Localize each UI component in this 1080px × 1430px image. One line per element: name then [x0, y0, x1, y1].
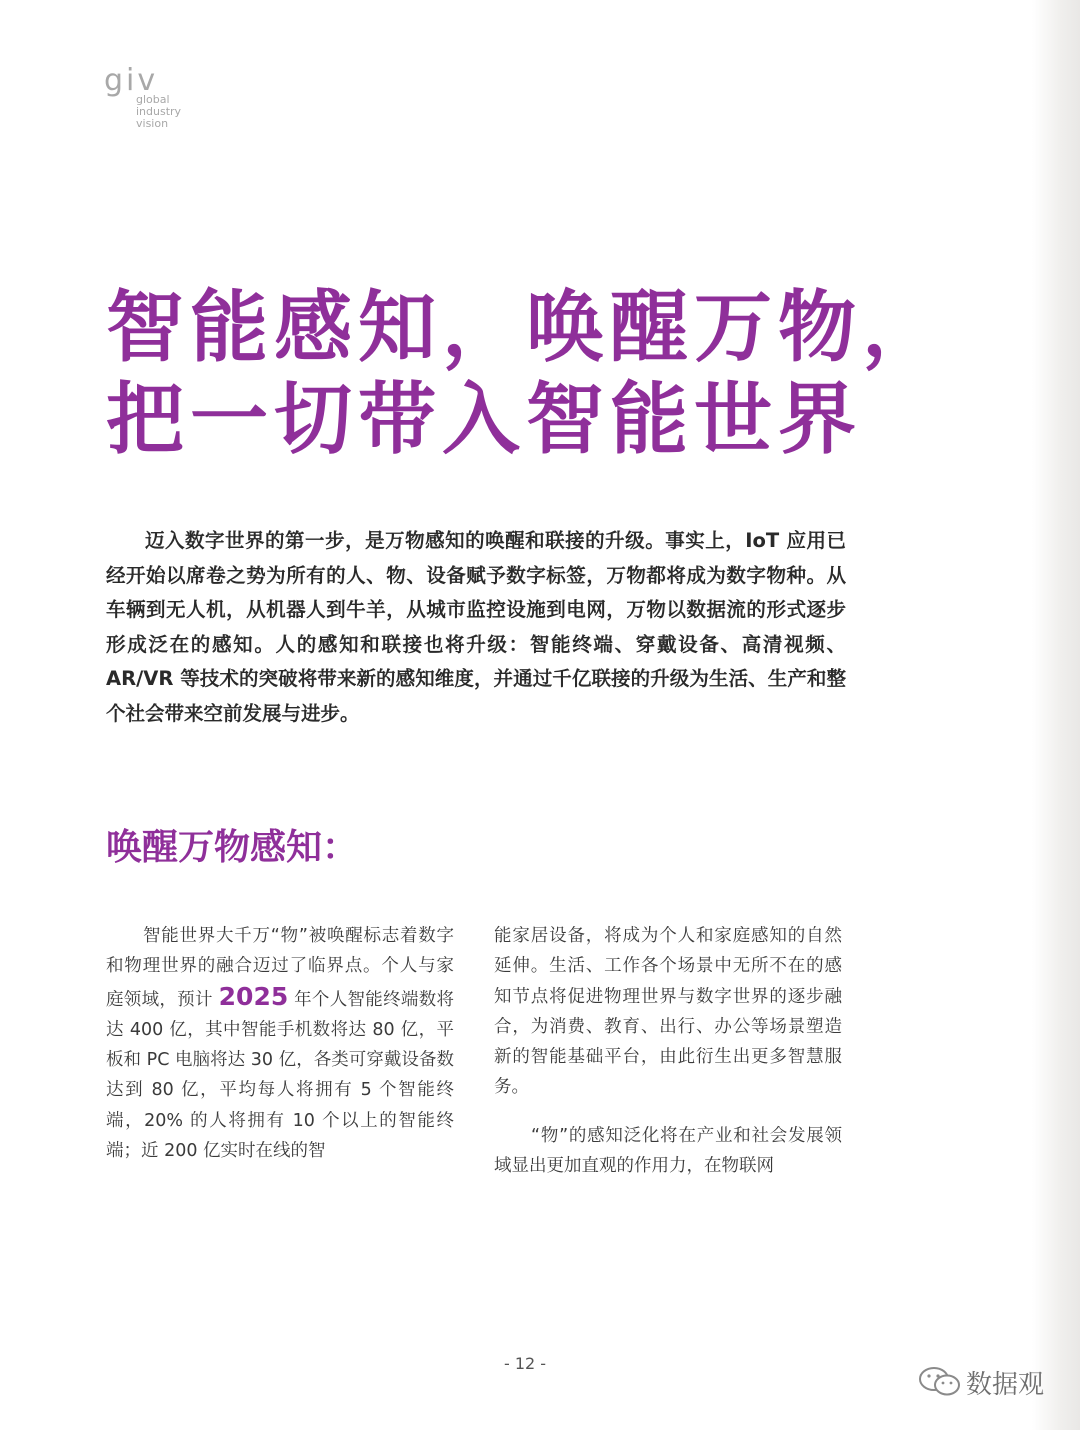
right-paragraph-2: “物”的感知泛化将在产业和社会发展领域显出更加直观的作用力，在物联网	[494, 1125, 842, 1177]
logo-line-2: industry	[136, 105, 182, 118]
left-text-after: 年个人智能终端数将达 400 亿，其中智能手机数将达 80 亿，平板和 PC 电脑将达 30 亿，各类可穿戴设备数达到 80 亿，平均每人将拥有 5 个智能终端，20% 的人将拥有 10 个以上的智能终端；近 200 亿实时在线的智	[106, 989, 454, 1162]
watermark	[918, 1362, 1044, 1402]
page-number: - 12 -	[503, 1354, 547, 1373]
logo-line-1: global	[136, 93, 170, 106]
highlight-year: 2025	[218, 981, 289, 1011]
page-headline	[106, 282, 1006, 466]
intro-paragraph: 迈入数字世界的第一步，是万物感知的唤醒和联接的升级。事实上，IoT 应用已经开始以席卷之势为所有的人、物、设备赋予数字标签，万物都将成为数字物种。从车辆到无人机，从机器人到牛羊，从城市监控设施到电网，万物以数据流的形式逐步形成泛在的感知。人的感知和联接也将升级：智能终端、穿戴设备、高清视频、AR/VR 等技术的突破将带来新的感知维度，并通过千亿联接的升级为生活、生产和整个社会带来空前发展与进步。	[106, 529, 846, 725]
giv-logo	[104, 63, 224, 136]
page-edge-shadow	[1032, 0, 1080, 1430]
logo-line-3: vision	[136, 117, 169, 130]
logo-subtitle	[136, 94, 181, 130]
section-title: 唤醒万物感知：	[106, 827, 359, 868]
headline-line-1: 智能感知，唤醒万物，	[106, 283, 947, 373]
logo-mark: giv	[104, 63, 159, 98]
wechat-icon	[918, 1366, 962, 1398]
right-paragraph-1: 能家居设备，将成为个人和家庭感知的自然延伸。生活、工作各个场景中无所不在的感知节点将促进物理世界与数字世界的逐步融合，为消费、教育、出行、办公等场景塑造新的智能基础平台，由此衍生出更多智慧服务。	[494, 926, 842, 1098]
left-column	[106, 921, 454, 1166]
watermark-text: 数据观	[966, 1369, 1045, 1400]
headline-line-2: 把一切带入智能世界	[106, 375, 863, 465]
left-text-before: 智能世界大千万“物”被唤醒标志着数字和物理世界的融合迈过了临界点。个人与家庭领域，预计	[106, 926, 454, 1010]
right-column	[494, 921, 842, 1181]
